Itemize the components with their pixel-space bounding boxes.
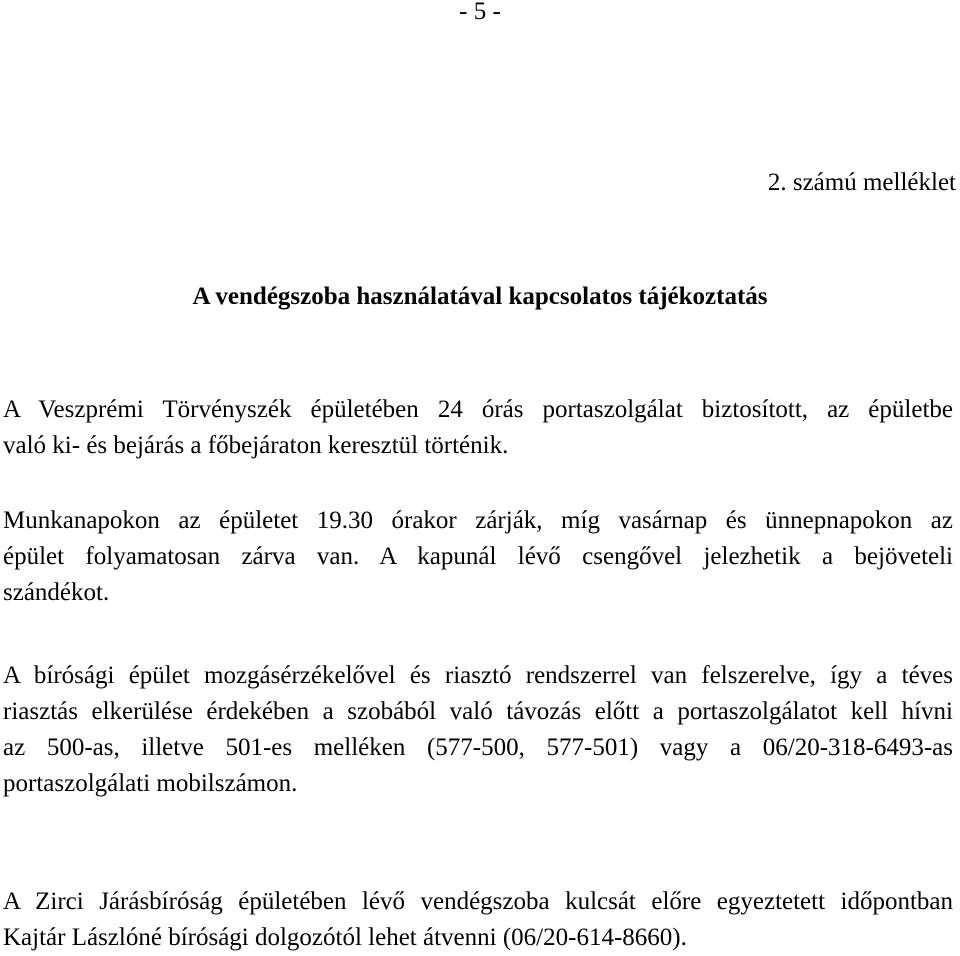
annex-label: 2. számú melléklet <box>767 169 956 196</box>
paragraph-line: portaszolgálati mobilszámon. <box>3 770 298 797</box>
document-title: A vendégszoba használatával kapcsolatos tájékoztatás <box>192 283 768 310</box>
paragraph-opening-hours <box>3 503 953 611</box>
paragraph-line: épület folyamatosan zárva van. A kapunál lévő csengővel jelezhetik a bejöveteli <box>3 543 953 570</box>
paragraph-line: A Zirci Járásbíróság épületében lévő vendégszoba kulcsát előre egyeztetett időpontban <box>3 888 953 915</box>
paragraph-line: Munkanapokon az épületet 19.30 órakor zárják, míg vasárnap és ünnepnapokon az <box>3 507 953 534</box>
page-number: - 5 - <box>459 0 501 25</box>
paragraph-line: Kajtár Lászlóné bírósági dolgozótól lehet átvenni (06/20-614-8660). <box>3 924 687 951</box>
paragraph-alarm-system <box>3 658 953 802</box>
paragraph-line: szándékot. <box>3 579 110 606</box>
paragraph-line: A bírósági épület mozgásérzékelővel és riasztó rendszerrel van felszerelve, így a téves <box>3 662 953 689</box>
paragraph-line: A Veszprémi Törvényszék épületében 24 órás portaszolgálat biztosított, az épületbe <box>3 396 953 423</box>
paragraph-building-access <box>3 392 953 464</box>
paragraph-line: való ki- és bejárás a főbejáraton keresztül történik. <box>3 432 509 459</box>
paragraph-key-pickup <box>3 884 953 956</box>
paragraph-line: az 500-as, illetve 501-es melléken (577-500, 577-501) vagy a 06/20-318-6493-as <box>3 734 953 761</box>
paragraph-line: riasztás elkerülése érdekében a szobából való távozás előtt a portaszolgálatot kell hívni <box>3 698 953 725</box>
